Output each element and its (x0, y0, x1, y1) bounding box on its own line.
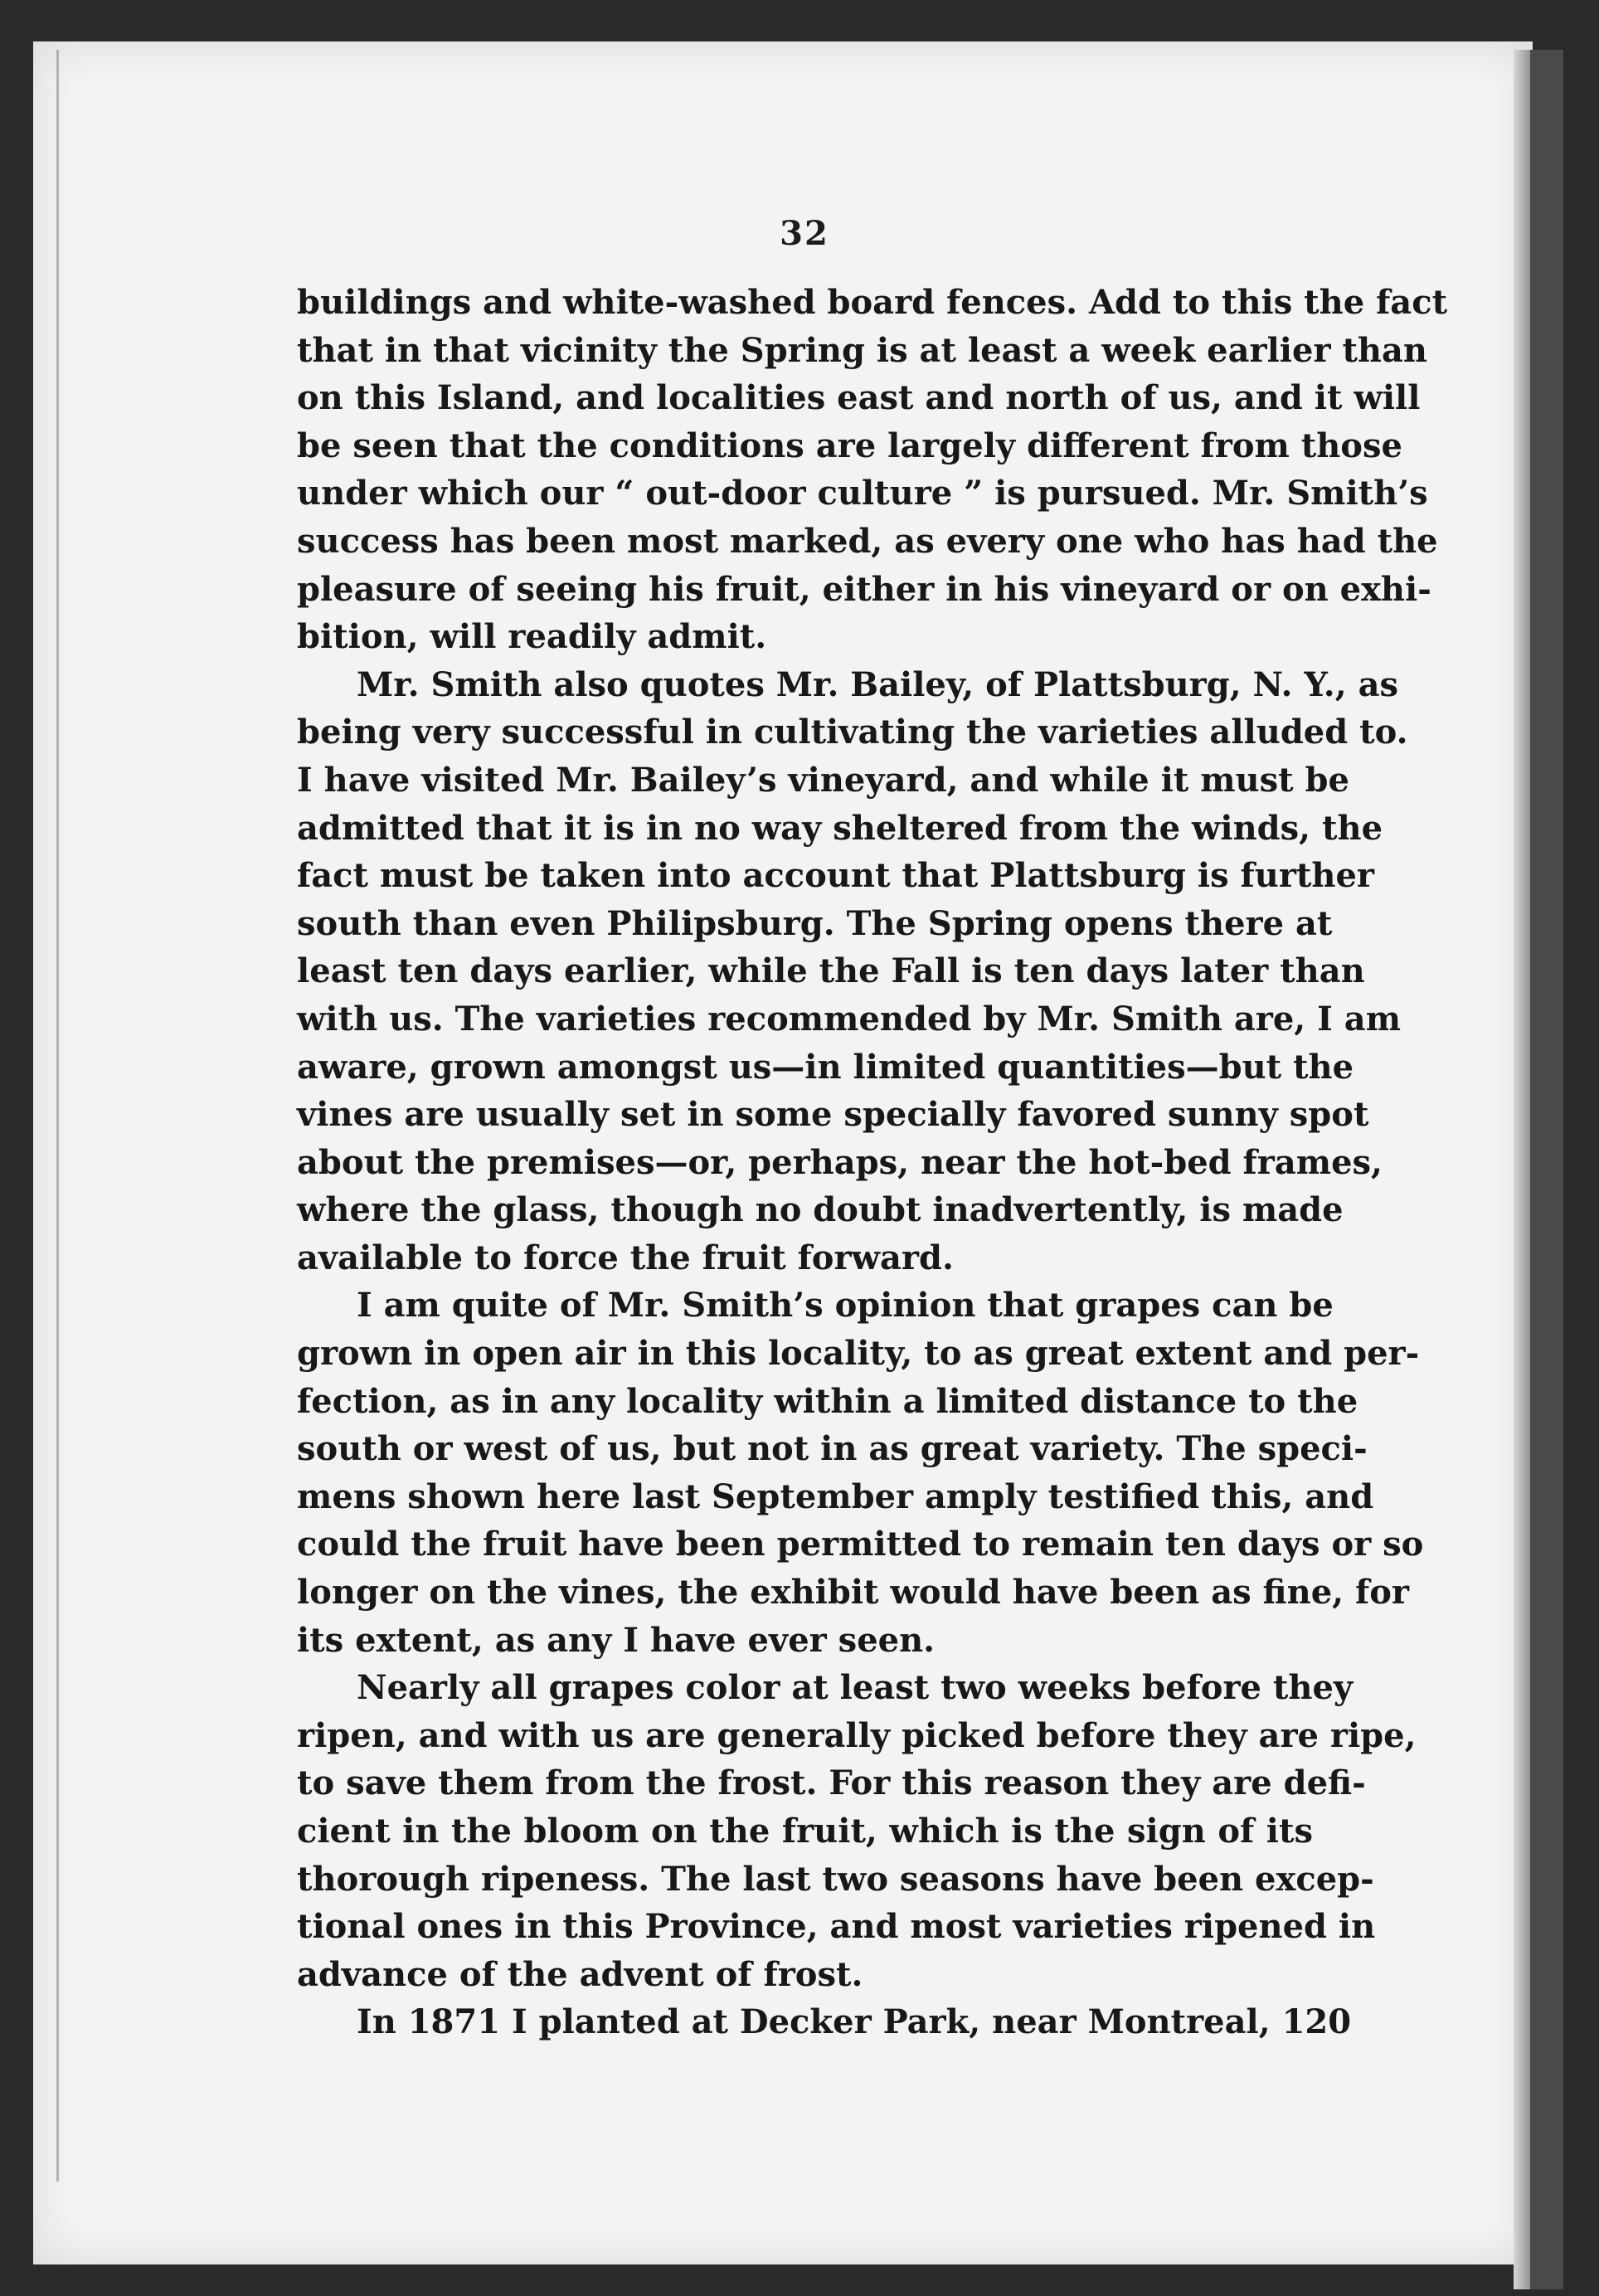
text-line: its extent, as any I have ever seen. (297, 1620, 936, 1660)
book-spine (1530, 50, 1563, 2289)
text-line: could the fruit have been permitted to remain ten days or so (297, 1525, 1424, 1564)
paragraph-4 (297, 1664, 1417, 1998)
text-line: aware, grown amongst us—in limited quantities—but the (297, 1047, 1354, 1087)
text-line: available to force the fruit forward. (297, 1238, 954, 1277)
text-line: Mr. Smith also quotes Mr. Bailey, of Plattsburg, N. Y., as (357, 664, 1399, 704)
text-line: that in that vicinity the Spring is at least a week earlier than (297, 330, 1428, 370)
text-line: I am quite of Mr. Smith’s opinion that grapes can be (357, 1286, 1334, 1326)
text-line: thorough ripeness. The last two seasons have been excep- (297, 1859, 1374, 1899)
text-line: to save them from the frost. For this reason they are defi- (297, 1763, 1366, 1803)
text-line: pleasure of seeing his fruit, either in his vineyard or on exhi- (297, 569, 1431, 609)
text-line: south than even Philipsburg. The Spring opens there at (297, 903, 1333, 943)
text-line: bition, will readily admit. (297, 617, 767, 657)
text-line: mens shown here last September amply testified this, and (297, 1476, 1374, 1516)
text-line: buildings and white-washed board fences. Add to this the fact (297, 283, 1448, 322)
text-line: advance of the advent of frost. (297, 1954, 863, 1994)
text-line: Nearly all grapes color at least two weeks before they (357, 1668, 1354, 1708)
text-line: cient in the bloom on the fruit, which is the sign of its (297, 1812, 1313, 1851)
paragraph-1 (297, 279, 1448, 661)
text-line: south or west of us, but not in as great variety. The speci- (297, 1429, 1368, 1469)
paragraph-5 (297, 1998, 1352, 2046)
text-line: success has been most marked, as every one who has had the (297, 521, 1438, 561)
text-line: be seen that the conditions are largely different from those (297, 426, 1402, 465)
paragraph-3 (297, 1282, 1424, 1664)
text-line: admitted that it is in no way sheltered from the winds, the (297, 808, 1383, 848)
text-line: being very successful in cultivating the varieties alluded to. (297, 713, 1408, 752)
page-stack-edge (1514, 50, 1532, 2289)
body-text (297, 279, 1448, 2046)
text-line: In 1871 I planted at Decker Park, near Montreal, 120 (357, 2002, 1352, 2042)
page-number: 32 (780, 214, 829, 253)
text-line: least ten days earlier, while the Fall is ten days later than (297, 951, 1365, 991)
text-line: grown in open air in this locality, to as great extent and per- (297, 1334, 1420, 1374)
text-line: with us. The varieties recommended by Mr. Smith are, I am (297, 999, 1402, 1039)
text-line: fection, as in any locality within a limited distance to the (297, 1381, 1358, 1421)
page-gutter-rule (56, 50, 59, 2182)
text-line: on this Island, and localities east and north of us, and it will (297, 378, 1421, 418)
text-line: ripen, and with us are generally picked before they are ripe, (297, 1715, 1417, 1755)
text-line: where the glass, though no doubt inadvertently, is made (297, 1190, 1344, 1230)
text-line: I have visited Mr. Bailey’s vineyard, and while it must be (297, 760, 1349, 800)
text-line: about the premises—or, perhaps, near the hot-bed frames, (297, 1142, 1383, 1182)
text-line: longer on the vines, the exhibit would have been as fine, for (297, 1573, 1409, 1613)
text-line: fact must be taken into account that Plattsburg is further (297, 856, 1375, 896)
paragraph-2 (297, 661, 1408, 1282)
text-line: under which our “ out-door culture ” is pursued. Mr. Smith’s (297, 474, 1428, 513)
text-line: vines are usually set in some specially favored sunny spot (297, 1095, 1369, 1135)
text-line: tional ones in this Province, and most varieties ripened in (297, 1907, 1376, 1947)
